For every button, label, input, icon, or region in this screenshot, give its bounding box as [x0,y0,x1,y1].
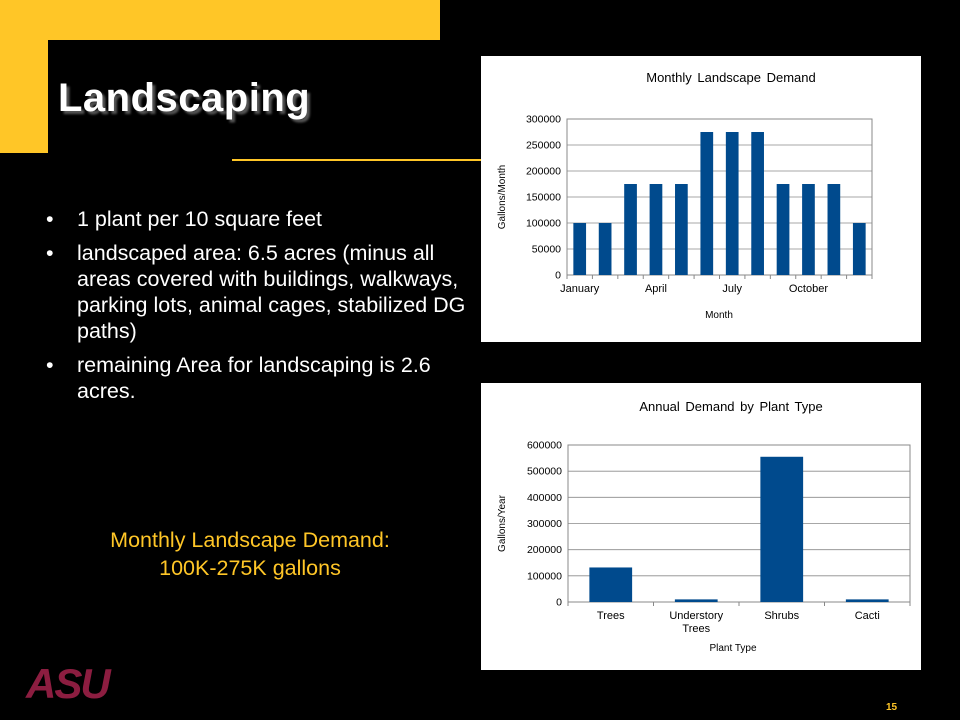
bullet-item [46,352,466,404]
x-tick-label: October [788,283,829,295]
chart-bar [777,184,790,275]
chart-bar [802,184,815,275]
y-tick-label: 300000 [526,518,562,530]
chart-title: Monthly Landscape Demand [646,70,816,85]
chart-bar [700,132,713,275]
asu-logo [24,660,116,704]
chart-bar [846,599,889,602]
x-tick-label: April [644,283,667,295]
left-accent-bar [0,0,48,153]
bullet-list [46,206,466,412]
y-tick-label: 100000 [525,217,561,230]
y-tick-label: 150000 [525,191,561,204]
title-underline [232,159,482,161]
annual-demand-chart [481,383,921,670]
x-tick-label: January [560,283,600,295]
bullet-item [46,240,466,344]
x-tick-label: Understory [669,610,724,622]
bullet-marker: • [46,353,54,377]
x-tick-label: Shrubs [764,610,800,622]
y-tick-label: 200000 [526,544,562,557]
y-tick-label: 600000 [526,439,562,452]
x-tick-label: July [722,283,742,295]
chart-bar [828,184,841,275]
bullet-text: landscaped area: 6.5 acres (minus all areas covered with buildings, walkways, parking lots, animal cages, stabilized DG paths) [77,241,466,343]
x-axis-title: Plant Type [709,643,757,654]
bullet-text: 1 plant per 10 square feet [77,207,323,231]
chart-bar [675,184,688,275]
y-tick-label: 0 [555,269,561,282]
x-tick-label: Trees [596,610,625,622]
y-tick-label: 200000 [525,165,561,178]
chart-bar [624,184,637,275]
x-tick-label: Cacti [854,610,880,622]
y-tick-label: 100000 [526,570,562,583]
chart-bar [573,223,586,275]
summary-line-1: Monthly Landscape Demand: [110,528,390,552]
chart-bar [675,599,718,602]
annual-demand-chart-svg [481,383,921,670]
y-tick-label: 400000 [526,491,562,504]
chart-title: Annual Demand by Plant Type [639,399,823,414]
svg-text:ASU: ASU [26,660,109,704]
chart-bar [599,223,612,275]
monthly-demand-chart [481,56,921,342]
chart-bar [589,567,632,602]
y-tick-label: 500000 [526,465,562,478]
chart-bar [650,184,663,275]
x-axis-title: Month [705,310,733,321]
bullet-item [46,206,466,232]
x-tick-label: Trees [682,623,711,635]
bullet-text: remaining Area for landscaping is 2.6 acres. [77,353,431,403]
y-axis-title: Gallons/Month [497,164,508,230]
y-tick-label: 50000 [531,243,561,256]
chart-bar [751,132,764,275]
demand-summary [28,526,472,582]
y-axis-title: Gallons/Year [497,495,508,552]
bullet-marker: • [46,241,54,265]
page-number: 15 [886,702,898,713]
chart-bar [760,457,803,602]
chart-bar [726,132,739,275]
monthly-demand-chart-svg [481,56,921,342]
y-tick-label: 250000 [525,139,561,152]
bullet-marker: • [46,207,54,231]
chart-bar [853,223,866,275]
y-tick-label: 0 [556,596,562,609]
y-tick-label: 300000 [525,113,561,126]
summary-line-2: 100K-275K gallons [159,556,341,580]
top-accent-bar [0,0,440,40]
slide-title: Landscaping [58,76,311,120]
